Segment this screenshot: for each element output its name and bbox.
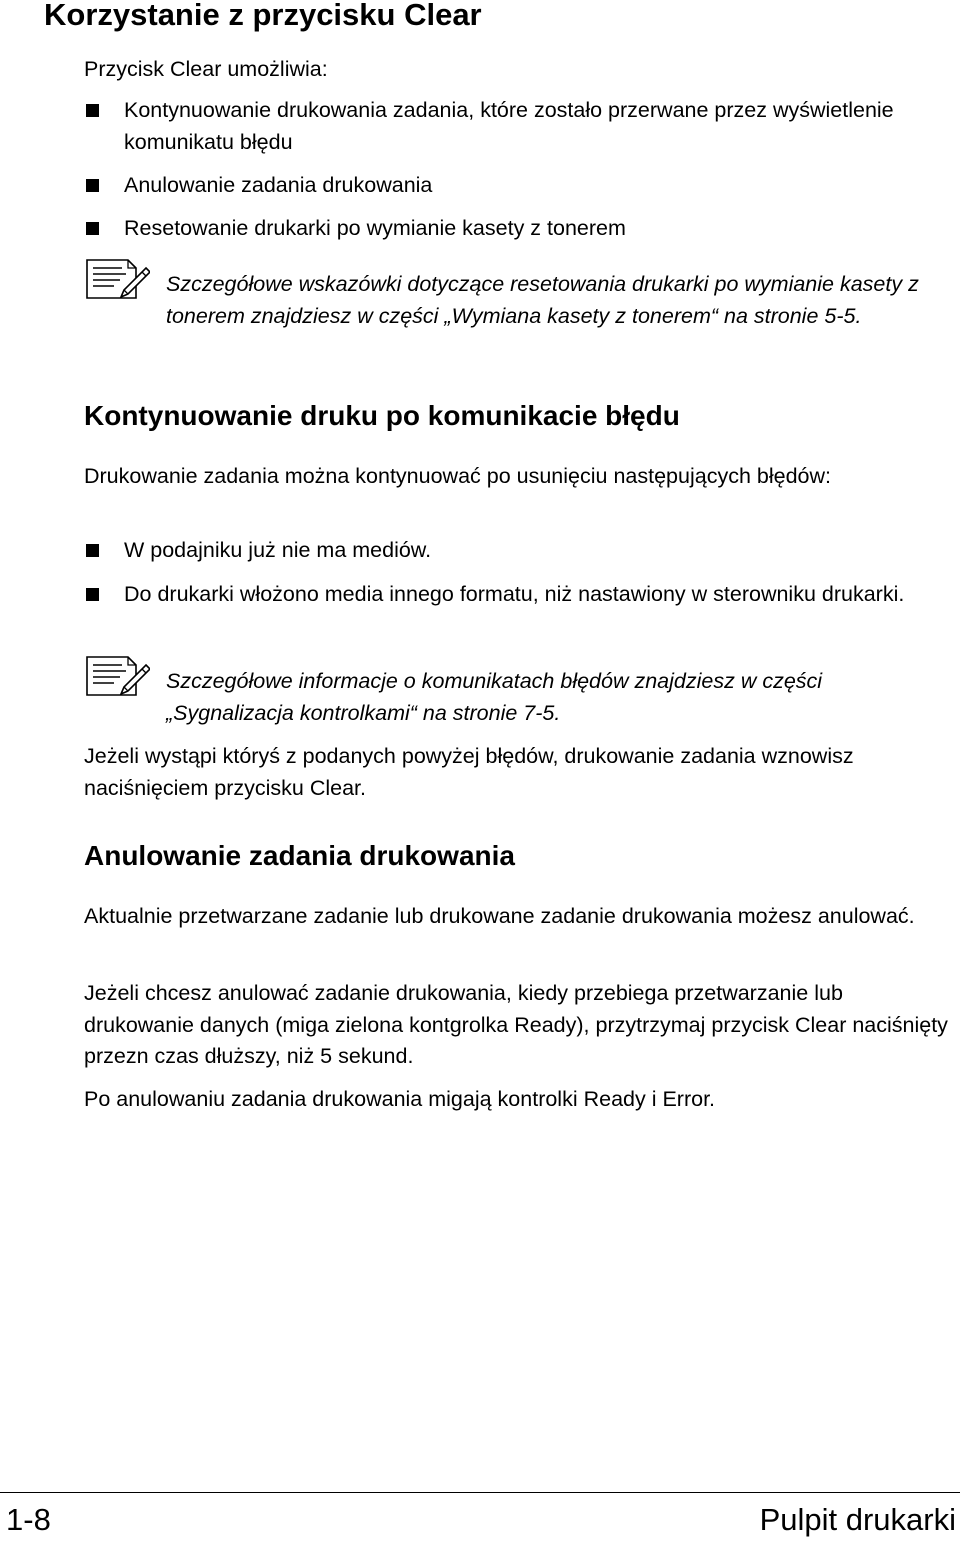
- bullet-square-icon: [86, 544, 99, 557]
- bullet-square-icon: [86, 179, 99, 192]
- bullet-square-icon: [86, 222, 99, 235]
- section-cancel-paragraph-2: Jeżeli chcesz anulować zadanie drukowania, kiedy przebiega przetwarzanie lub drukowanie danych (miga zielona kontgrolka Ready), przytrzymaj przycisk Clear naciśnięty przezn czas dłuższy, niż 5 sekund.: [84, 981, 948, 1068]
- list-item: Resetowanie drukarki po wymianie kasety z tonerem: [84, 213, 954, 245]
- intro-text: Przycisk Clear umożliwia:: [84, 57, 328, 81]
- list-item: Anulowanie zadania drukowania: [84, 170, 954, 202]
- error-bullet-list: [84, 535, 954, 610]
- section-cancel-paragraph-1: Aktualnie przetwarzane zadanie lub drukowane zadanie drukowania możesz anulować.: [84, 904, 915, 928]
- footer-divider: [0, 1492, 960, 1493]
- bullet-square-icon: [86, 104, 99, 117]
- list-item: Kontynuowanie drukowania zadania, które zostało przerwane przez wyświetlenie komunikatu błędu: [84, 95, 954, 158]
- section-title-continue: Kontynuowanie druku po komunikacie błędu: [84, 400, 680, 431]
- note-box: [84, 655, 954, 729]
- bullet-square-icon: [86, 588, 99, 601]
- section-continue-intro: Drukowanie zadania można kontynuować po usunięciu następujących błędów:: [84, 464, 831, 488]
- chapter-title: Pulpit drukarki: [759, 1502, 956, 1537]
- list-item: Do drukarki włożono media innego formatu, niż nastawiony w sterowniku drukarki.: [84, 579, 954, 611]
- note-box: [84, 258, 954, 332]
- page-title: Korzystanie z przycisku Clear: [44, 0, 482, 32]
- intro-bullet-list: [84, 95, 954, 244]
- note-text: Szczegółowe informacje o komunikatach błędów znajdziesz w części „Sygnalizacja kontrolkami“ na stronie 7-5.: [166, 669, 823, 725]
- section-title-cancel: Anulowanie zadania drukowania: [84, 840, 515, 871]
- section-continue-outro: Jeżeli wystąpi któryś z podanych powyżej błędów, drukowanie zadania wznowisz naciśnięciem przycisku Clear.: [84, 744, 854, 800]
- section-cancel-paragraph-3: Po anulowaniu zadania drukowania migają kontrolki Ready i Error.: [84, 1087, 716, 1111]
- list-item: W podajniku już nie ma mediów.: [84, 535, 954, 567]
- page-number: 1-8: [6, 1502, 51, 1537]
- note-text: Szczegółowe wskazówki dotyczące resetowania drukarki po wymianie kasety z tonerem znajdziesz w części „Wymiana kasety z tonerem“ na stronie 5-5.: [166, 272, 919, 328]
- note-pencil-icon: [84, 655, 150, 699]
- note-pencil-icon: [84, 258, 150, 302]
